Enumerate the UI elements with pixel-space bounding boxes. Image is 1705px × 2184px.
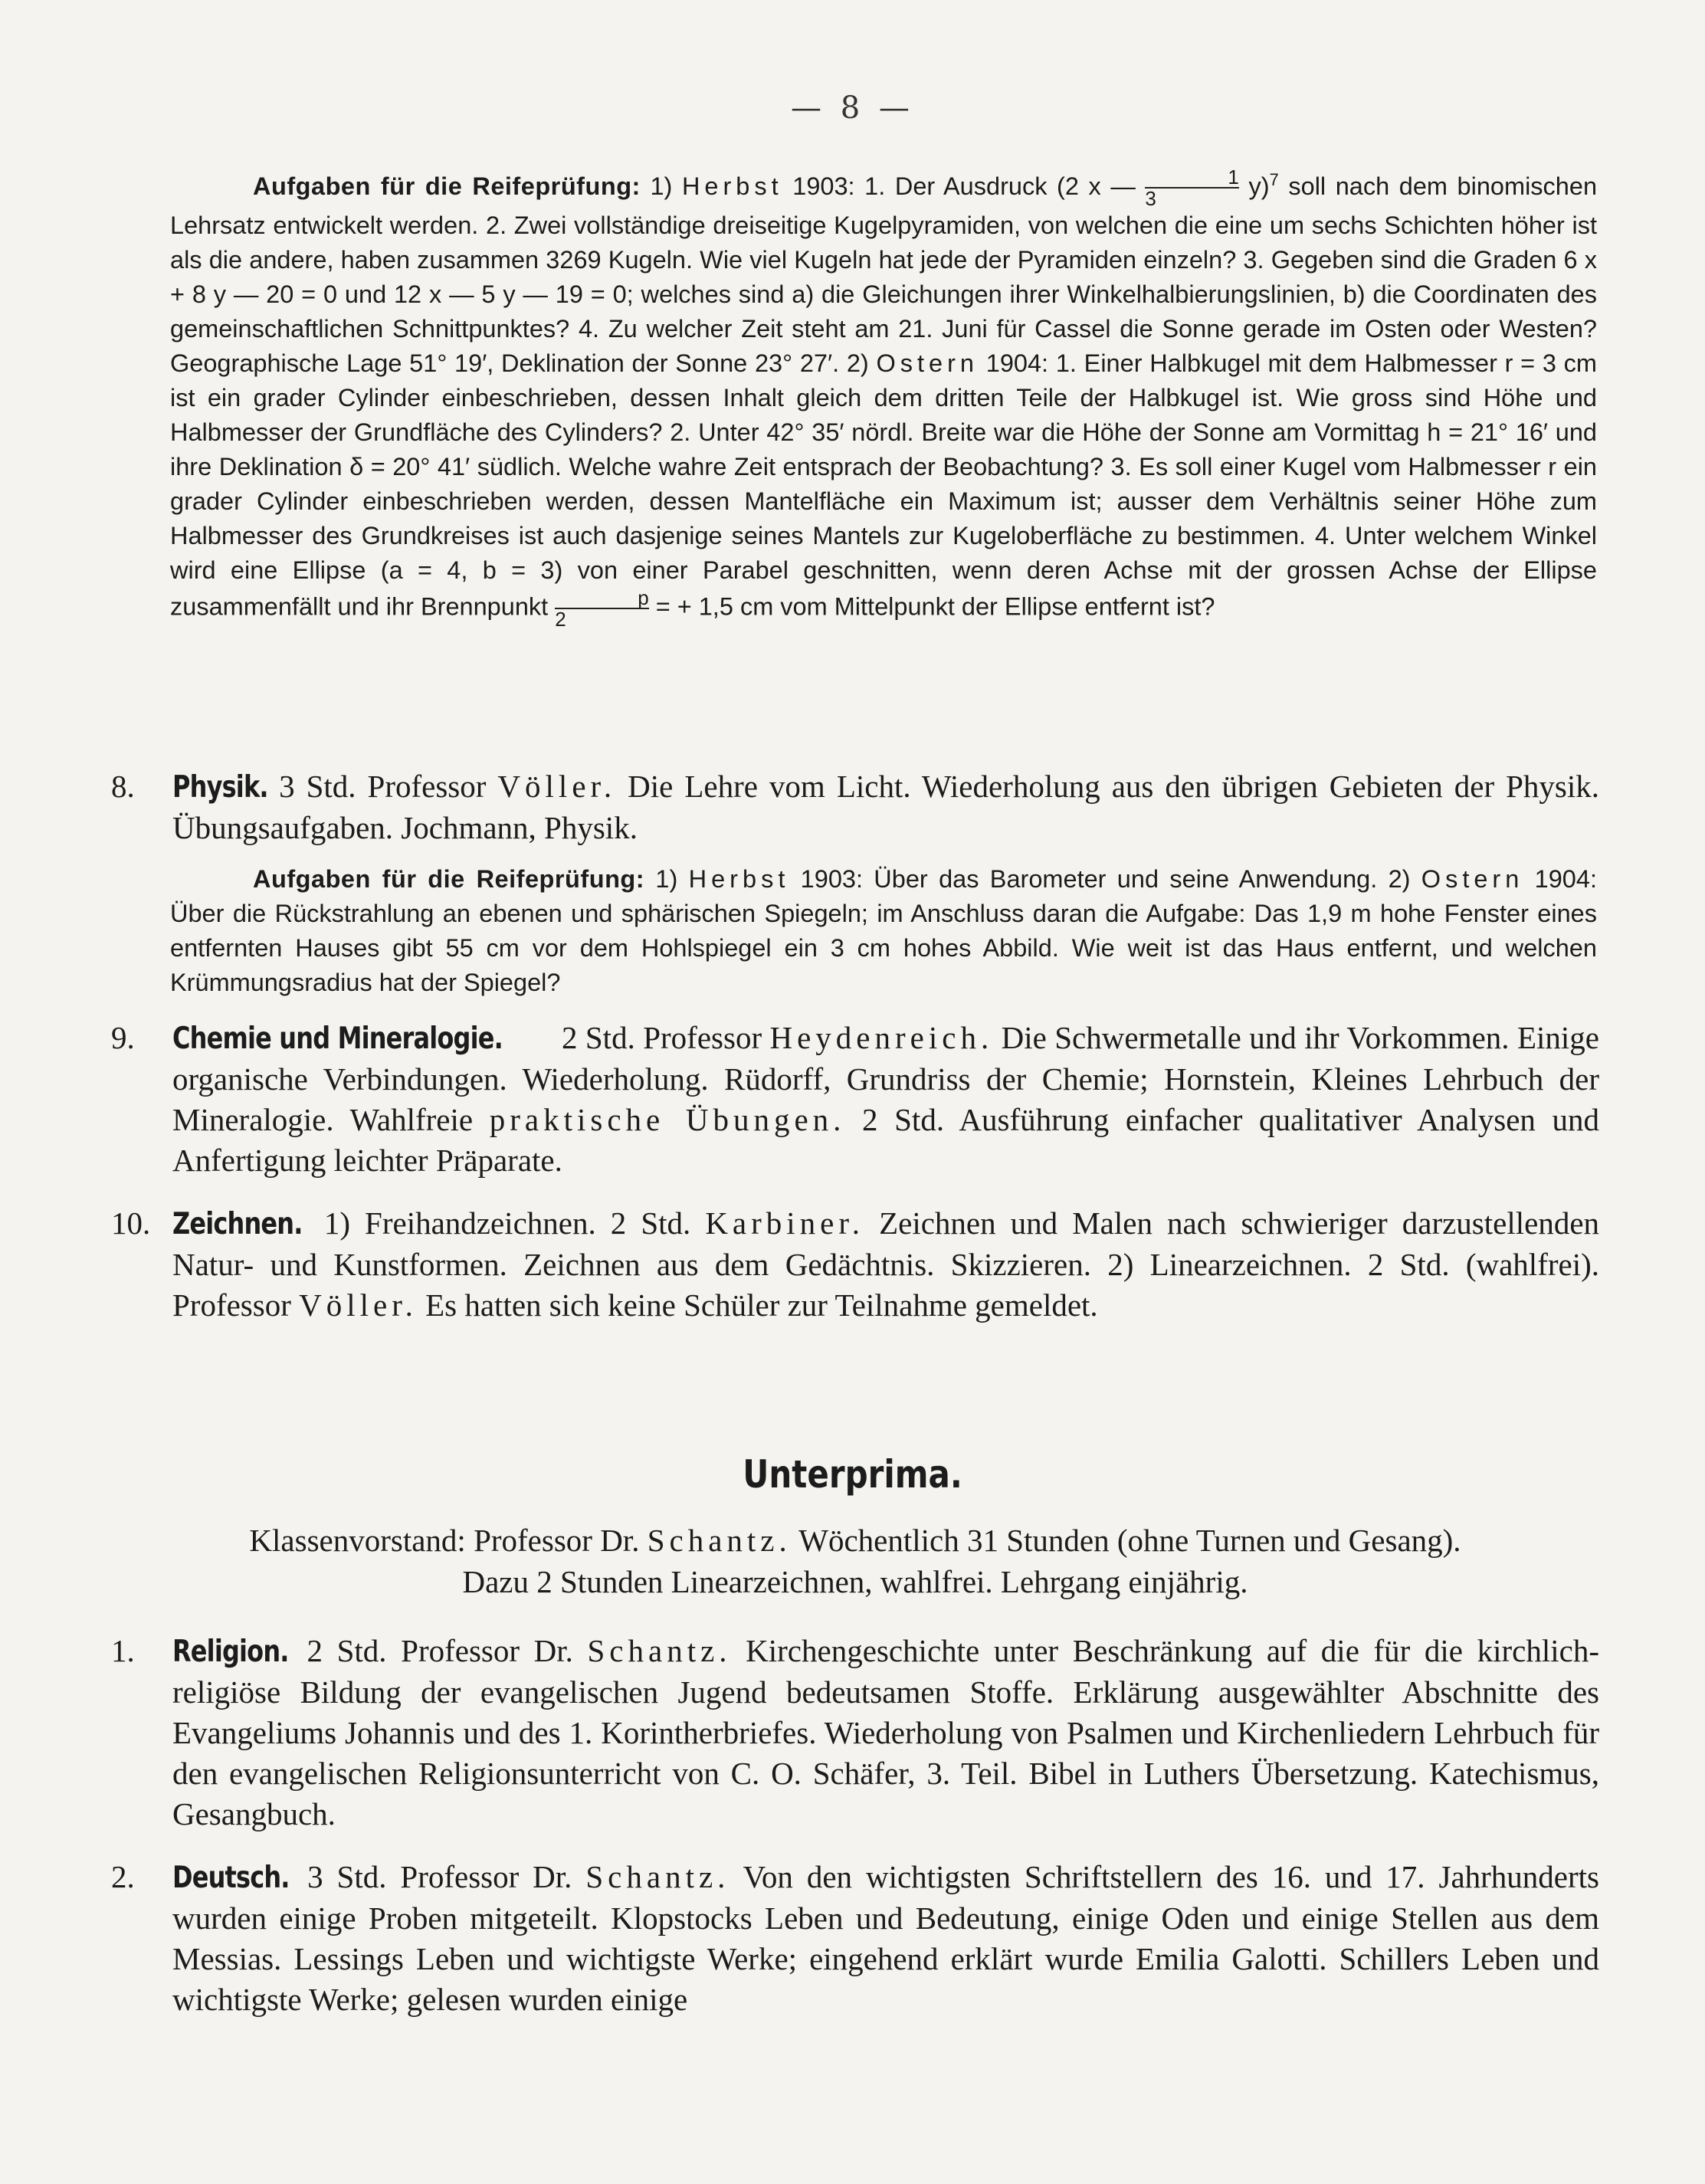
spaced-text: praktische Übungen. [489, 1102, 846, 1137]
task-number: 1) [655, 865, 678, 893]
subject-zeichnen [111, 1203, 1599, 1326]
task-text: y) [1248, 172, 1270, 200]
math-exam-paragraph: Aufgaben für die Reifeprüfung: 1) Herbst 1903: 1. Der Ausdruck (2 x — $\frac{1}{3} y)^7$ soll nach dem binomischen Lehrsatz entwickelt werden. 2. Zwei vollständige dreiseitige Kugelpyramiden, von welchen die eine um sechs Schichten höher ist als die andere, haben zusammen 3269 Kugeln. Wie viel Kugeln hat jede der Pyramiden einzeln? 3. Gegeben sind die Graden 6 x + 8 y — 20 = 0 und 12 x — 5 y — 19 = 0; welches sind a) die Gleichungen ihrer Winkelhalbierungslinien, b) die Coordinaten des gemeinschaftlichen Schnittpunktes? 4. Zu welcher Zeit steht am 21. Juni für Cassel die Sonne gerade im Osten oder Westen? Geographische Lage 51° 19′, Deklination der Sonne 23° 27′. 2) Ostern 1904: 1. Einer Halbkugel mit dem Halbmesser r = 3 cm ist ein grader Cylinder einbeschrieben, dessen Inhalt gleich dem dritten Teile der Halbkugel ist. Wie gross sind Höhe und Halbmesser der Grundfläche des Cylinders? 2. Unter 42° 35′ nördl. Breite war die Höhe der Sonne am Vormittag h = 21° 16′ und ihre Deklination δ = 20° 41′ südlich. Welche wahre Zeit entsprach der Beobachtung? 3. Es soll einer Kugel vom Halbmesser r ein grader Cylinder einbeschrieben werden, dessen Mantelfläche ein Maximum ist; ausser dem Verhältnis seiner Höhe zum Halbmesser des Grundkreises ist auch dasjenige seines Mantels zur Kugeloberfläche zu bestimmen. 4. Unter welchem Winkel wird eine Ellipse (a = 4, b = 3) von einer Parabel geschnitten, wenn deren Achse mit der grossen Achse der Ellipse zusammenfällt und ihr Brennpunkt $\frac{p}{2}$ = + 1,5 cm vom Mittelpunkt der Ellipse entfernt ist? [170, 166, 1598, 631]
term-herbst: Herbst [681, 172, 783, 200]
physik-exam-paragraph [170, 862, 1597, 1000]
item-number: 9. [111, 1020, 135, 1055]
class-info-text: Wöchentlich 31 Stunden (ohne Turnen und Gesang). [798, 1523, 1461, 1558]
item-number: 2. [111, 1859, 135, 1894]
hours-text: 2 Std. Professor Dr. [307, 1633, 573, 1668]
class-info [111, 1520, 1599, 1602]
subject-deutsch [111, 1857, 1599, 2020]
subject-title: Chemie und Mineralogie. [172, 1021, 503, 1056]
teacher-name: Karbiner. [705, 1205, 865, 1241]
item-text: Von den wichtigsten Schriftstellern des 16. und 17. Jahrhunderts wurden einige Proben mitgeteilt. Klopstocks Leben und Bedeutung, einige Oden und einige Stellen aus dem Messias. Lessings Leben und wichtigste Werke; eingehend erklärt wurde Emilia Galotti. Schillers Leben und wichtigste Werke; gelesen wurden einige [172, 1859, 1599, 2017]
term-ostern: Ostern [876, 349, 979, 378]
subject-title: Religion. [172, 1635, 289, 1669]
hours-text: 2 Std. Professor [561, 1020, 762, 1055]
item-text: Zeichnen und Malen nach schwieriger darzustellenden Natur- und Kunstformen. Zeichnen aus dem Gedächtnis. Skizzieren. 2) Linearzeichnen. 2 Std. (wahlfrei). Professor [172, 1205, 1600, 1323]
teacher-name: Schantz. [587, 1633, 732, 1668]
item-number: 8. [111, 769, 135, 804]
item-number: 1. [111, 1633, 135, 1668]
item-text: 2 Std. Ausführung einfacher qualitativer Analysen und Anfertigung leichter Präparate. [172, 1102, 1600, 1178]
year-ostern: 1904: [985, 349, 1049, 378]
term-herbst: Herbst [688, 865, 790, 893]
math-exam-tasks [170, 162, 1597, 629]
item-text: Die Lehre vom Licht. Wiederholung aus den übrigen Gebieten der Physik. Übungsaufgaben. Jochmann, Physik. [172, 769, 1600, 845]
task-text: 1. Der Ausdruck (2 x — [864, 172, 1136, 200]
exam-tasks-label: Aufgaben für die Reifeprüfung: [253, 865, 645, 893]
exponent: 7 [1269, 170, 1279, 189]
subject-religion [111, 1631, 1599, 1835]
hours-text: 3 Std. Professor Dr. [307, 1859, 572, 1894]
task-text: 1. Einer Halbkugel mit dem Halbmesser r = 3 cm ist ein grader Cylinder einbeschrieben, dessen Inhalt gleich dem dritten Teile der Halbkugel ist. Wie gross sind Höhe und Halbmesser der Grundfläche des Cylinders? 2. Unter 42° 35′ nördl. Breite war die Höhe der Sonne am Vormittag h = 21° 16′ und ihre Deklination δ = 20° 41′ südlich. Welche wahre Zeit entsprach der Beobachtung? 3. Es soll einer Kugel vom Halbmesser r ein grader Cylinder einbeschrieben werden, dessen Mantelfläche ein Maximum ist; ausser dem Verhältnis seiner Höhe zum Halbmesser des Grundkreises ist auch dasjenige seines Mantels zur Kugeloberfläche zu bestimmen. 4. Unter welchem Winkel wird eine Ellipse (a = 4, b = 3) von einer Parabel geschnitten, wenn deren Achse mit der grossen Achse der Ellipse zusammenfällt und ihr Brennpunkt [170, 349, 1598, 621]
item-text: Es hatten sich keine Schüler zur Teilnahme gemeldet. [425, 1287, 1098, 1323]
page-number: — 8 — [791, 90, 914, 126]
teacher-name: Schantz. [585, 1859, 730, 1894]
hours-text: 1) Freihandzeichnen. 2 Std. [323, 1205, 691, 1241]
section-heading-text: Unterprima. [743, 1452, 962, 1497]
item-number: 10. [111, 1205, 151, 1241]
teacher-name: Heydenreich. [769, 1020, 994, 1055]
list-item [111, 1631, 1599, 1835]
fraction-denominator: 3 [1145, 187, 1156, 211]
task-text: soll nach dem binomischen Lehrsatz entwickelt werden. 2. Zwei vollständige dreiseitige Kugelpyramiden, von welchen die eine um sechs Schichten höher ist als die andere, haben zusammen 3269 Kugeln. Wie viel Kugeln hat jede der Pyramiden einzeln? 3. Gegeben sind die Graden 6 x + 8 y — 20 = 0 und 12 x — 5 y — 19 = 0; welches sind a) die Gleichungen ihrer Winkelhalbierungslinien, b) die Coordinaten des gemeinschaftlichen Schnittpunktes? 4. Zu welcher Zeit steht am 21. Juni für Cassel die Sonne gerade im Osten oder Westen? Geographische Lage 51° 19′, Deklination der Sonne 23° 27′. 2) [170, 172, 1598, 378]
teacher-name: Völler. [497, 769, 617, 804]
subject-title: Physik. [172, 770, 268, 805]
hours-text: 3 Std. Professor [279, 769, 487, 804]
task-text: = + 1,5 cm vom Mittelpunkt der Ellipse entfernt ist? [655, 592, 1215, 621]
fraction-one-third [1145, 166, 1239, 211]
list-item [111, 1018, 1599, 1181]
fraction-numerator: 1 [1145, 167, 1238, 189]
class-info-text: Klassenvorstand: Professor Dr. [249, 1523, 640, 1558]
section-heading [0, 1452, 1705, 1497]
fraction-denominator: 2 [555, 608, 566, 631]
subject-physik [111, 766, 1599, 848]
term-ostern: Ostern [1421, 865, 1524, 893]
item-text: Die Schwermetalle und ihr Vorkommen. Einige organische Verbindungen. Wiederholung. Rüdorff, Grundriss der Chemie; Hornstein, Kleines Lehrbuch der Mineralogie. Wahlfreie [172, 1020, 1599, 1137]
task-text: 1904: Über die Rückstrahlung an ebenen und sphärischen Spiegeln; im Anschluss daran die Aufgabe: Das 1,9 m hohe Fenster eines entfernten Hauses gibt 55 cm vor dem Hohlspiegel ein 3 cm hohes Abbild. Wie weit ist das Haus entfernt, und welchen Krümmungsradius hat der Spiegel? [170, 865, 1597, 996]
item-text: Kirchengeschichte unter Beschränkung auf die für die kirchlich-religiöse Bildung der evangelischen Jugend bedeutsamen Stoffe. Erklärung ausgewählter Abschnitte des Evangeliums Johannis und des 1. Korintherbriefes. Wiederholung von Psalmen und Kirchenliedern Lehrbuch für den evangelischen Religionsunterricht von C. O. Schäfer, 3. Teil. Bibel in Luthers Übersetzung. Katechismus, Gesangbuch. [172, 1633, 1599, 1831]
teacher-name: Völler. [299, 1287, 418, 1323]
class-info-line [111, 1520, 1599, 1561]
physik-exam-tasks [170, 862, 1597, 1000]
subject-title: Deutsch. [172, 1861, 290, 1895]
year-herbst: 1903: [792, 172, 855, 200]
fraction-numerator: p [555, 588, 648, 609]
list-item [111, 1203, 1599, 1326]
fraction-p-over-2 [555, 588, 648, 629]
subject-title: Zeichnen. [172, 1207, 303, 1241]
teacher-name: Schantz. [647, 1523, 792, 1558]
list-item [111, 766, 1599, 848]
list-item [111, 1857, 1599, 2020]
exam-tasks-label: Aufgaben für die Reifeprüfung: [253, 172, 641, 200]
subject-chemie [111, 1018, 1599, 1181]
class-info-line: Dazu 2 Stunden Linearzeichnen, wahlfrei. Lehrgang einjährig. [462, 1564, 1248, 1599]
task-text: 1903: Über das Barometer und seine Anwendung. 2) [800, 865, 1411, 893]
